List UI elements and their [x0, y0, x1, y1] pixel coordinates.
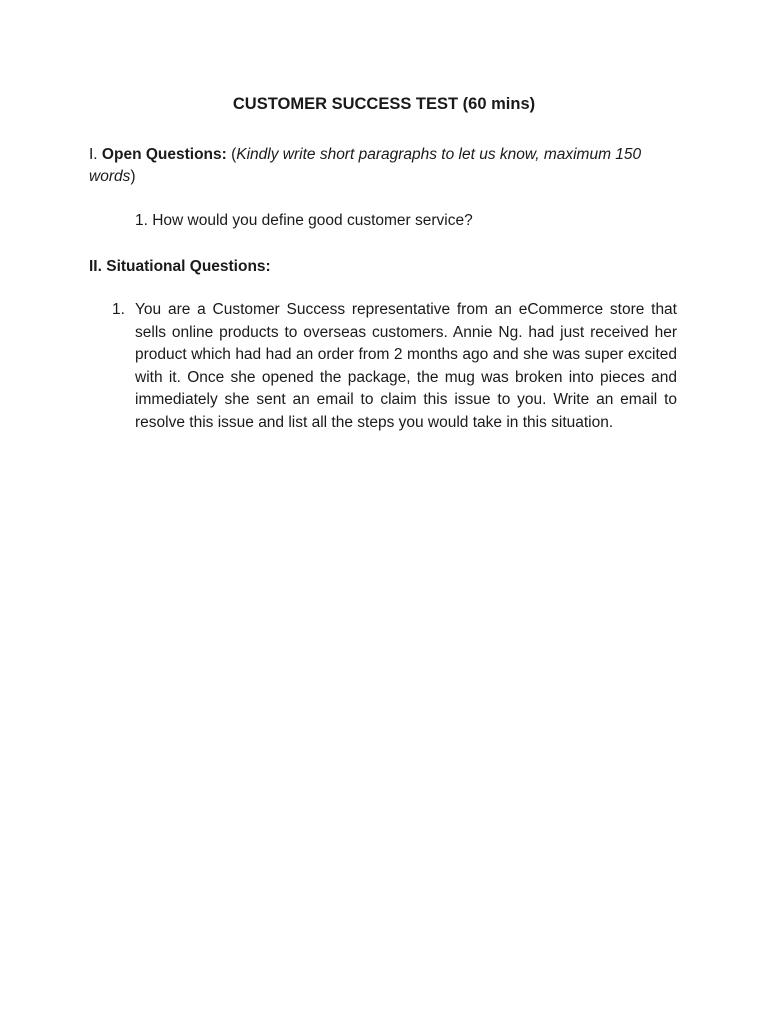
- section-open-questions: [89, 144, 679, 188]
- paren-close: ): [130, 168, 136, 185]
- situational-question-text: You are a Customer Success representative from an eCommerce store that sells online products to overseas customers. Annie Ng. had just received her product which had had an order from 2 months ago and she was super excited with it. Once she opened the package, the mug was broken into pieces and immediately she sent an email to claim this issue to you. Write an email to resolve this issue and list all the steps you would take in this situation.: [135, 301, 677, 431]
- open-question-item: 1. How would you define good customer service?: [135, 212, 473, 229]
- section-heading: Open Questions:: [101, 146, 227, 163]
- section-situational-heading: II. Situational Questions:: [89, 258, 271, 275]
- paren-open: (: [226, 146, 237, 163]
- list-number: 1.: [112, 301, 125, 318]
- page-title: CUSTOMER SUCCESS TEST (60 mins): [232, 95, 536, 113]
- section-instruction: Kindly write short paragraphs to let us know, maximum 150 words: [89, 146, 642, 185]
- situational-question-item: [112, 299, 677, 434]
- section-numeral: I.: [89, 146, 102, 163]
